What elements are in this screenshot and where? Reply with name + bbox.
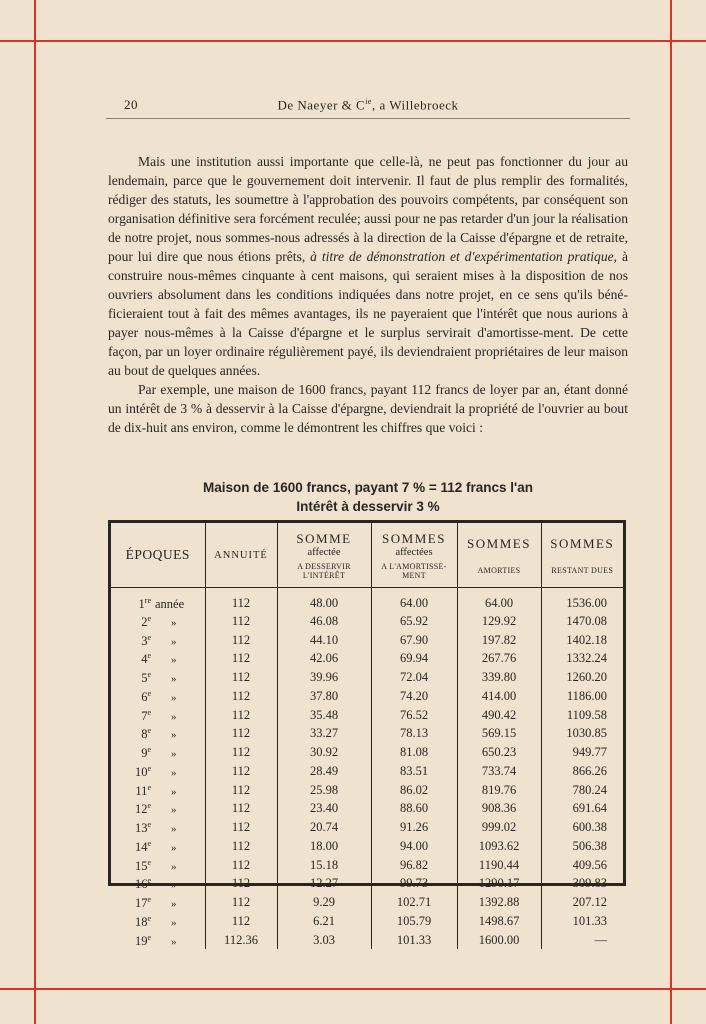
interet-cell: 9.29 bbox=[277, 893, 371, 912]
amortissement-cell: 94.00 bbox=[371, 837, 457, 856]
restant-dues-cell: 1332.24 bbox=[566, 651, 607, 666]
table-row bbox=[111, 724, 623, 743]
annuite-cell: 112 bbox=[205, 743, 277, 762]
amortissement-cell: 72.04 bbox=[371, 668, 457, 687]
amorties-cell: 339.80 bbox=[457, 668, 541, 687]
epoque-cell: 16e » bbox=[111, 874, 205, 893]
annuite-cell: 112 bbox=[205, 588, 277, 612]
interet-cell: 35.48 bbox=[277, 706, 371, 725]
top-margin-rule bbox=[0, 40, 706, 42]
interet-cell: 12.27 bbox=[277, 874, 371, 893]
amorties-cell: 1498.67 bbox=[457, 912, 541, 931]
epoque-cell: 13e » bbox=[111, 818, 205, 837]
epoque-cell: 15e » bbox=[111, 856, 205, 875]
paragraph-1-text: Mais une institution aussi importante que celle-là, ne peut pas fonctionner du jour au lendemain, parce que le gouvernement doit intervenir. Il faut de plus remplir des formalités, rédiger des statuts, les soumettre à l'approbation des pouvoirs compétents, par conséquent son organisation définitive sera forcément reculée; aussi pour ne pas retarder d'un jour la réalisation de notre projet, nous sommes-nous adressés à la direction de la Caisse d'épargne et de retraite, pour lui dire que nous étions prêts, bbox=[108, 154, 628, 264]
restant-dues-cell: 600.38 bbox=[572, 820, 607, 835]
restant-dues-cell: 1536.00 bbox=[566, 595, 607, 610]
interet-cell: 46.08 bbox=[277, 612, 371, 631]
amorties-cell: 1093.62 bbox=[457, 837, 541, 856]
table-row bbox=[111, 743, 623, 762]
table-row bbox=[111, 837, 623, 856]
annuite-cell: 112 bbox=[205, 912, 277, 931]
table-caption bbox=[108, 478, 628, 516]
interet-cell: 33.27 bbox=[277, 724, 371, 743]
interet-cell: 15.18 bbox=[277, 856, 371, 875]
col-sommes-amorties: SOMMES AMORTIES bbox=[457, 523, 541, 588]
table-row bbox=[111, 649, 623, 668]
interet-cell: 25.98 bbox=[277, 781, 371, 800]
paragraph-1-italic: à titre de démonstration et d'expérimentation pratique, bbox=[310, 249, 618, 264]
col-somme-interet: SOMME affectée A DESSERVIR L'INTÉRÊT bbox=[277, 523, 371, 588]
amortization-table bbox=[108, 520, 626, 948]
epoque-cell: 10e » bbox=[111, 762, 205, 781]
interet-cell: 23.40 bbox=[277, 799, 371, 818]
epoque-cell: 19e » bbox=[111, 931, 205, 950]
table-row bbox=[111, 781, 623, 800]
amortissement-cell: 105.79 bbox=[371, 912, 457, 931]
left-margin-rule bbox=[34, 0, 36, 1024]
amortissement-cell: 96.82 bbox=[371, 856, 457, 875]
restant-dues-cell: 949.77 bbox=[572, 745, 607, 760]
epoque-cell: 18e » bbox=[111, 912, 205, 931]
col-annuite: ANNUITÉ bbox=[205, 523, 277, 588]
epoque-cell: 9e » bbox=[111, 743, 205, 762]
epoque-cell: 12e » bbox=[111, 799, 205, 818]
table-row bbox=[111, 856, 623, 875]
amorties-cell: 650.23 bbox=[457, 743, 541, 762]
interet-cell: 39.96 bbox=[277, 668, 371, 687]
annuite-cell: 112 bbox=[205, 724, 277, 743]
restant-dues-cell: 1030.85 bbox=[566, 726, 607, 741]
interet-cell: 44.10 bbox=[277, 631, 371, 650]
page-header bbox=[106, 96, 630, 119]
table-row bbox=[111, 706, 623, 725]
caption-line-2: Intérêt à desservir 3 % bbox=[296, 499, 440, 514]
amortissement-cell: 99.73 bbox=[371, 874, 457, 893]
amorties-cell: 64.00 bbox=[457, 588, 541, 612]
paragraph-1-end: à construire nous-mêmes cinquante à cent maisons, qui seraient mises à la disposition de nos ouvriers absolument dans les conditions indiquées dans notre projet, en ce sens qu'ils béné-ficieraient tout à fait des mêmes avantages, ils ne payeraient que l'intérêt que nous aurions à payer nous-mêmes à la Caisse d'épargne et le surplus servirait d'amortisse-ment. De cette façon, par un loyer ordinaire régulièrement payé, ils deviendraient propriétaires de leur maison au bout de quelques années. bbox=[108, 249, 629, 378]
running-title: De Naeyer & $C^{ie}$, a Willebroeck bbox=[277, 97, 459, 113]
amorties-cell: 999.02 bbox=[457, 818, 541, 837]
restant-dues-cell: 1402.18 bbox=[566, 632, 607, 647]
table-row bbox=[111, 818, 623, 837]
table-row bbox=[111, 687, 623, 706]
amorties-cell: 267.76 bbox=[457, 649, 541, 668]
page-number: 20 bbox=[124, 97, 138, 112]
table-row bbox=[111, 893, 623, 912]
paragraph-1 bbox=[108, 152, 628, 380]
epoque-cell: 17e » bbox=[111, 893, 205, 912]
restant-dues-cell: 409.56 bbox=[572, 857, 607, 872]
annuite-cell: 112 bbox=[205, 631, 277, 650]
amorties-cell: 819.76 bbox=[457, 781, 541, 800]
table-row bbox=[111, 762, 623, 781]
restant-dues-cell: 1186.00 bbox=[566, 688, 607, 703]
restant-dues-cell: 101.33 bbox=[572, 913, 607, 928]
amortissement-cell: 64.00 bbox=[371, 588, 457, 612]
interet-cell: 6.21 bbox=[277, 912, 371, 931]
annuite-cell: 112 bbox=[205, 612, 277, 631]
table-row bbox=[111, 612, 623, 631]
amorties-cell: 490.42 bbox=[457, 706, 541, 725]
col-sommes-restant-dues: SOMMES RESTANT DUES bbox=[541, 523, 623, 588]
epoque-cell: 14e » bbox=[111, 837, 205, 856]
table-header-row bbox=[111, 523, 623, 588]
epoque-cell: 7e » bbox=[111, 706, 205, 725]
paragraph-2: Par exemple, une maison de 1600 francs, payant 112 francs de loyer par an, étant donné un intérêt de 3 % à desservir à la Caisse d'épargne, deviendrait la propriété de l'ouvrier au bout de dix-huit ans environ, comme le démontrent les chiffres que voici : bbox=[108, 382, 628, 435]
amortissement-cell: 102.71 bbox=[371, 893, 457, 912]
restant-dues-cell: 866.26 bbox=[572, 763, 607, 778]
interet-cell: 48.00 bbox=[277, 588, 371, 612]
amorties-cell: 414.00 bbox=[457, 687, 541, 706]
amorties-cell: 1600.00 bbox=[457, 931, 541, 950]
amortissement-cell: 74.20 bbox=[371, 687, 457, 706]
amortissement-cell: 67.90 bbox=[371, 631, 457, 650]
table-row bbox=[111, 912, 623, 931]
restant-dues-cell: 691.64 bbox=[572, 801, 607, 816]
interet-cell: 37.80 bbox=[277, 687, 371, 706]
epoque-cell: 6e » bbox=[111, 687, 205, 706]
annuite-cell: 112 bbox=[205, 893, 277, 912]
annuite-cell: 112 bbox=[205, 837, 277, 856]
amorties-cell: 1290.17 bbox=[457, 874, 541, 893]
amorties-cell: 569.15 bbox=[457, 724, 541, 743]
amortissement-cell: 81.08 bbox=[371, 743, 457, 762]
col-sommes-amortissement: SOMMES affectées A L'AMORTISSE- MENT bbox=[371, 523, 457, 588]
epoque-cell: 5e » bbox=[111, 668, 205, 687]
restant-dues-cell: — bbox=[594, 932, 607, 947]
amortissement-cell: 83.51 bbox=[371, 762, 457, 781]
bottom-margin-rule bbox=[0, 988, 706, 990]
epoque-cell: 2e » bbox=[111, 612, 205, 631]
table-row bbox=[111, 631, 623, 650]
interet-cell: 42.06 bbox=[277, 649, 371, 668]
annuite-cell: 112 bbox=[205, 706, 277, 725]
amorties-cell: 733.74 bbox=[457, 762, 541, 781]
epoque-cell: 3e » bbox=[111, 631, 205, 650]
amortissement-cell: 78.13 bbox=[371, 724, 457, 743]
annuite-cell: 112 bbox=[205, 687, 277, 706]
amortissement-cell: 91.26 bbox=[371, 818, 457, 837]
annuite-cell: 112 bbox=[205, 762, 277, 781]
interet-cell: 20.74 bbox=[277, 818, 371, 837]
amorties-cell: 129.92 bbox=[457, 612, 541, 631]
caption-line-1: Maison de 1600 francs, payant 7 % = 112 francs l'an bbox=[203, 480, 533, 495]
table-row bbox=[111, 799, 623, 818]
annuite-cell: 112 bbox=[205, 781, 277, 800]
amortissement-cell: 88.60 bbox=[371, 799, 457, 818]
annuite-cell: 112 bbox=[205, 799, 277, 818]
restant-dues-cell: 1470.08 bbox=[566, 613, 607, 628]
annuite-cell: 112 bbox=[205, 856, 277, 875]
interet-cell: 3.03 bbox=[277, 931, 371, 950]
restant-dues-cell: 506.38 bbox=[572, 838, 607, 853]
right-margin-rule bbox=[670, 0, 672, 1024]
annuite-cell: 112 bbox=[205, 649, 277, 668]
restant-dues-cell: 309.83 bbox=[572, 876, 607, 891]
restant-dues-cell: 207.12 bbox=[572, 895, 607, 910]
amortissement-cell: 76.52 bbox=[371, 706, 457, 725]
amorties-cell: 1392.88 bbox=[457, 893, 541, 912]
amorties-cell: 1190.44 bbox=[457, 856, 541, 875]
table-row bbox=[111, 668, 623, 687]
col-epoques: ÉPOQUES bbox=[111, 523, 205, 588]
amortissement-cell: 86.02 bbox=[371, 781, 457, 800]
interet-cell: 30.92 bbox=[277, 743, 371, 762]
restant-dues-cell: 1109.58 bbox=[566, 707, 607, 722]
interet-cell: 28.49 bbox=[277, 762, 371, 781]
annuite-cell: 112 bbox=[205, 668, 277, 687]
epoque-cell: 1re année bbox=[111, 588, 205, 612]
interet-cell: 18.00 bbox=[277, 837, 371, 856]
restant-dues-cell: 780.24 bbox=[572, 782, 607, 797]
body-text bbox=[108, 152, 628, 437]
annuite-cell: 112 bbox=[205, 818, 277, 837]
table-row bbox=[111, 588, 623, 612]
amortissement-cell: 69.94 bbox=[371, 649, 457, 668]
amorties-cell: 908.36 bbox=[457, 799, 541, 818]
amortissement-cell: 101.33 bbox=[371, 931, 457, 950]
table-row bbox=[111, 931, 623, 950]
amorties-cell: 197.82 bbox=[457, 631, 541, 650]
amortissement-cell: 65.92 bbox=[371, 612, 457, 631]
annuite-cell: 112 bbox=[205, 874, 277, 893]
epoque-cell: 4e » bbox=[111, 649, 205, 668]
epoque-cell: 8e » bbox=[111, 724, 205, 743]
epoque-cell: 11e » bbox=[111, 781, 205, 800]
restant-dues-cell: 1260.20 bbox=[566, 670, 607, 685]
table-row bbox=[111, 874, 623, 893]
annuite-cell: 112.36 bbox=[205, 931, 277, 950]
